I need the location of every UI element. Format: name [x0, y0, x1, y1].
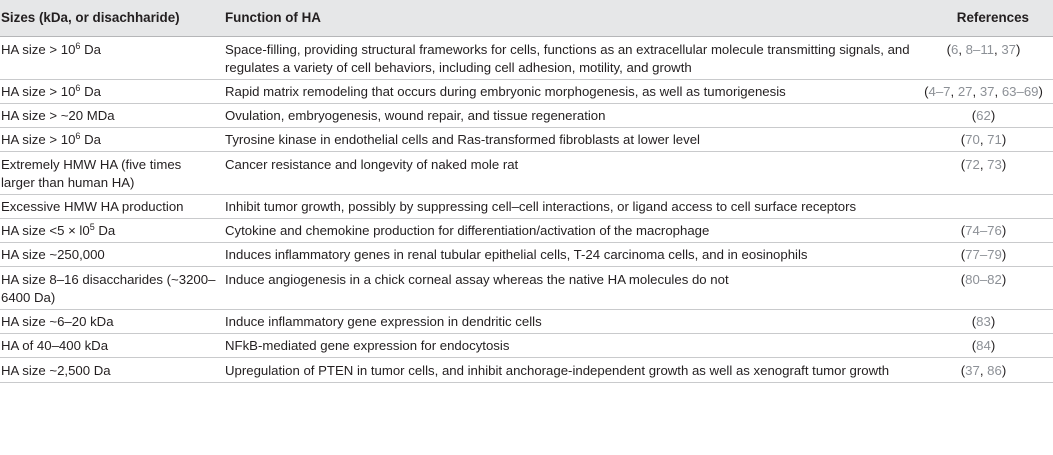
function-cell: Upregulation of PTEN in tumor cells, and inhibit anchorage-independent growth as well as xenograft tumor growth	[224, 358, 914, 383]
size-text: HA size > 10	[1, 84, 76, 99]
references-cell	[914, 80, 1053, 104]
reference-link[interactable]: 6	[950, 42, 959, 57]
size-text: Da	[80, 42, 101, 57]
size-text: HA size > 10	[1, 42, 76, 57]
reference-punctuation: )	[1001, 363, 1007, 378]
size-text: HA size ~250,000	[1, 247, 105, 262]
reference-punctuation: )	[1038, 84, 1043, 99]
reference-link[interactable]: 77–79	[965, 247, 1002, 262]
reference-punctuation: ,	[994, 42, 1002, 57]
function-cell: Inhibit tumor growth, possibly by suppressing cell–cell interactions, or ligand access to cell surface receptors	[224, 195, 914, 219]
reference-link[interactable]: 71	[987, 132, 1002, 147]
reference-punctuation: (	[971, 108, 977, 123]
table-body	[0, 37, 1053, 383]
function-cell: Ovulation, embryogenesis, wound repair, and tissue regeneration	[224, 104, 914, 128]
reference-punctuation: (	[924, 84, 929, 99]
reference-link[interactable]: 8–11	[965, 42, 995, 57]
size-exponent: 5	[89, 222, 95, 232]
references-cell	[914, 243, 1053, 267]
reference-punctuation: )	[1001, 223, 1007, 238]
size-cell	[0, 358, 224, 383]
references-cell	[914, 219, 1053, 243]
size-exponent: 6	[75, 83, 81, 93]
size-cell	[0, 243, 224, 267]
references-cell	[914, 195, 1053, 219]
reference-punctuation: )	[1001, 157, 1007, 172]
reference-punctuation: )	[990, 338, 996, 353]
size-cell	[0, 334, 224, 358]
size-cell	[0, 37, 224, 80]
reference-punctuation: (	[971, 314, 977, 329]
reference-link[interactable]: 72	[965, 157, 980, 172]
references-cell	[914, 310, 1053, 334]
function-cell: Space-filling, providing structural frameworks for cells, functions as an extracellular molecule transmitting signals, and regulates a variety of cell behaviors, including cell adhesion, motility, and growth	[224, 37, 914, 80]
reference-link[interactable]: 37	[1001, 42, 1017, 57]
size-text: HA size > ~20 MDa	[1, 108, 115, 123]
reference-punctuation: (	[971, 338, 977, 353]
reference-punctuation: )	[990, 108, 996, 123]
reference-punctuation: (	[960, 157, 966, 172]
reference-link[interactable]: 27	[957, 84, 973, 99]
reference-link[interactable]: 4–7	[928, 84, 951, 99]
function-column-header: Function of HA	[224, 0, 914, 37]
table-row	[0, 195, 1053, 219]
size-cell	[0, 128, 224, 152]
reference-punctuation: ,	[994, 84, 1002, 99]
reference-punctuation: ,	[958, 42, 966, 57]
table-row	[0, 80, 1053, 104]
reference-punctuation: )	[1001, 272, 1007, 287]
reference-link[interactable]: 37	[979, 84, 995, 99]
reference-punctuation: (	[960, 272, 966, 287]
header-row	[0, 0, 1053, 37]
table-row	[0, 267, 1053, 310]
size-text: HA size > 10	[1, 132, 76, 147]
reference-link[interactable]: 70	[965, 132, 980, 147]
reference-punctuation: ,	[979, 132, 988, 147]
size-cell	[0, 80, 224, 104]
reference-punctuation: (	[960, 132, 966, 147]
table-row	[0, 219, 1053, 243]
reference-punctuation: )	[1001, 132, 1007, 147]
size-cell	[0, 310, 224, 334]
reference-link[interactable]: 80–82	[965, 272, 1002, 287]
reference-link[interactable]: 37	[965, 363, 980, 378]
reference-punctuation: ,	[972, 84, 980, 99]
references-cell	[914, 152, 1053, 195]
references-cell	[914, 267, 1053, 310]
size-column-header: Sizes (kDa, or disachharide)	[0, 0, 224, 37]
size-text: HA size <5 × l0	[1, 223, 90, 238]
size-text: Excessive HMW HA production	[1, 199, 184, 214]
table-row	[0, 243, 1053, 267]
function-cell: Induce inflammatory gene expression in dendritic cells	[224, 310, 914, 334]
size-exponent: 6	[75, 131, 81, 141]
table-row	[0, 310, 1053, 334]
references-cell	[914, 358, 1053, 383]
function-cell: NFkB-mediated gene expression for endocytosis	[224, 334, 914, 358]
reference-link[interactable]: 83	[976, 314, 991, 329]
reference-punctuation: ,	[979, 363, 988, 378]
reference-link[interactable]: 86	[987, 363, 1002, 378]
function-cell: Tyrosine kinase in endothelial cells and Ras-transformed fibroblasts at lower level	[224, 128, 914, 152]
reference-punctuation: )	[1001, 247, 1007, 262]
reference-punctuation: )	[990, 314, 996, 329]
function-cell: Cytokine and chemokine production for differentiation/activation of the macrophage	[224, 219, 914, 243]
size-cell	[0, 267, 224, 310]
reference-punctuation: ,	[950, 84, 958, 99]
size-text: Extremely HMW HA (five times larger than human HA)	[1, 157, 182, 190]
size-cell	[0, 219, 224, 243]
references-cell	[914, 334, 1053, 358]
references-cell	[914, 104, 1053, 128]
function-cell: Induce angiogenesis in a chick corneal assay whereas the native HA molecules do not	[224, 267, 914, 310]
size-exponent: 6	[75, 41, 81, 51]
reference-punctuation: ,	[979, 157, 988, 172]
size-text: Da	[94, 223, 116, 238]
reference-link[interactable]: 62	[976, 108, 991, 123]
reference-punctuation: (	[946, 42, 951, 57]
reference-punctuation: (	[960, 247, 966, 262]
size-text: Da	[80, 132, 101, 147]
reference-punctuation: (	[960, 223, 966, 238]
reference-link[interactable]: 63–69	[1001, 84, 1039, 99]
table-row	[0, 152, 1053, 195]
reference-link[interactable]: 74–76	[965, 223, 1002, 238]
size-text: Da	[80, 84, 101, 99]
table-row	[0, 358, 1053, 383]
reference-punctuation: )	[1016, 42, 1021, 57]
function-cell: Induces inflammatory genes in renal tubular epithelial cells, T-24 carcinoma cells, and in eosinophils	[224, 243, 914, 267]
table-row	[0, 37, 1053, 80]
table-header	[0, 0, 1053, 37]
function-cell: Rapid matrix remodeling that occurs during embryonic morphogenesis, as well as tumorigenesis	[224, 80, 914, 104]
function-cell: Cancer resistance and longevity of naked mole rat	[224, 152, 914, 195]
reference-link[interactable]: 73	[987, 157, 1002, 172]
size-cell	[0, 152, 224, 195]
table-row	[0, 128, 1053, 152]
reference-link[interactable]: 84	[976, 338, 991, 353]
size-text: HA of 40–400 kDa	[1, 338, 109, 353]
references-column-header: References	[914, 0, 1053, 37]
size-cell	[0, 195, 224, 219]
table-row	[0, 334, 1053, 358]
size-cell	[0, 104, 224, 128]
reference-punctuation: (	[960, 363, 966, 378]
table-row	[0, 104, 1053, 128]
references-cell	[914, 37, 1053, 80]
size-text: HA size ~2,500 Da	[1, 363, 111, 378]
references-cell	[914, 128, 1053, 152]
size-text: HA size ~6–20 kDa	[1, 314, 114, 329]
size-text: HA size 8–16 disaccharides (~3200–6400 Da)	[1, 272, 216, 305]
